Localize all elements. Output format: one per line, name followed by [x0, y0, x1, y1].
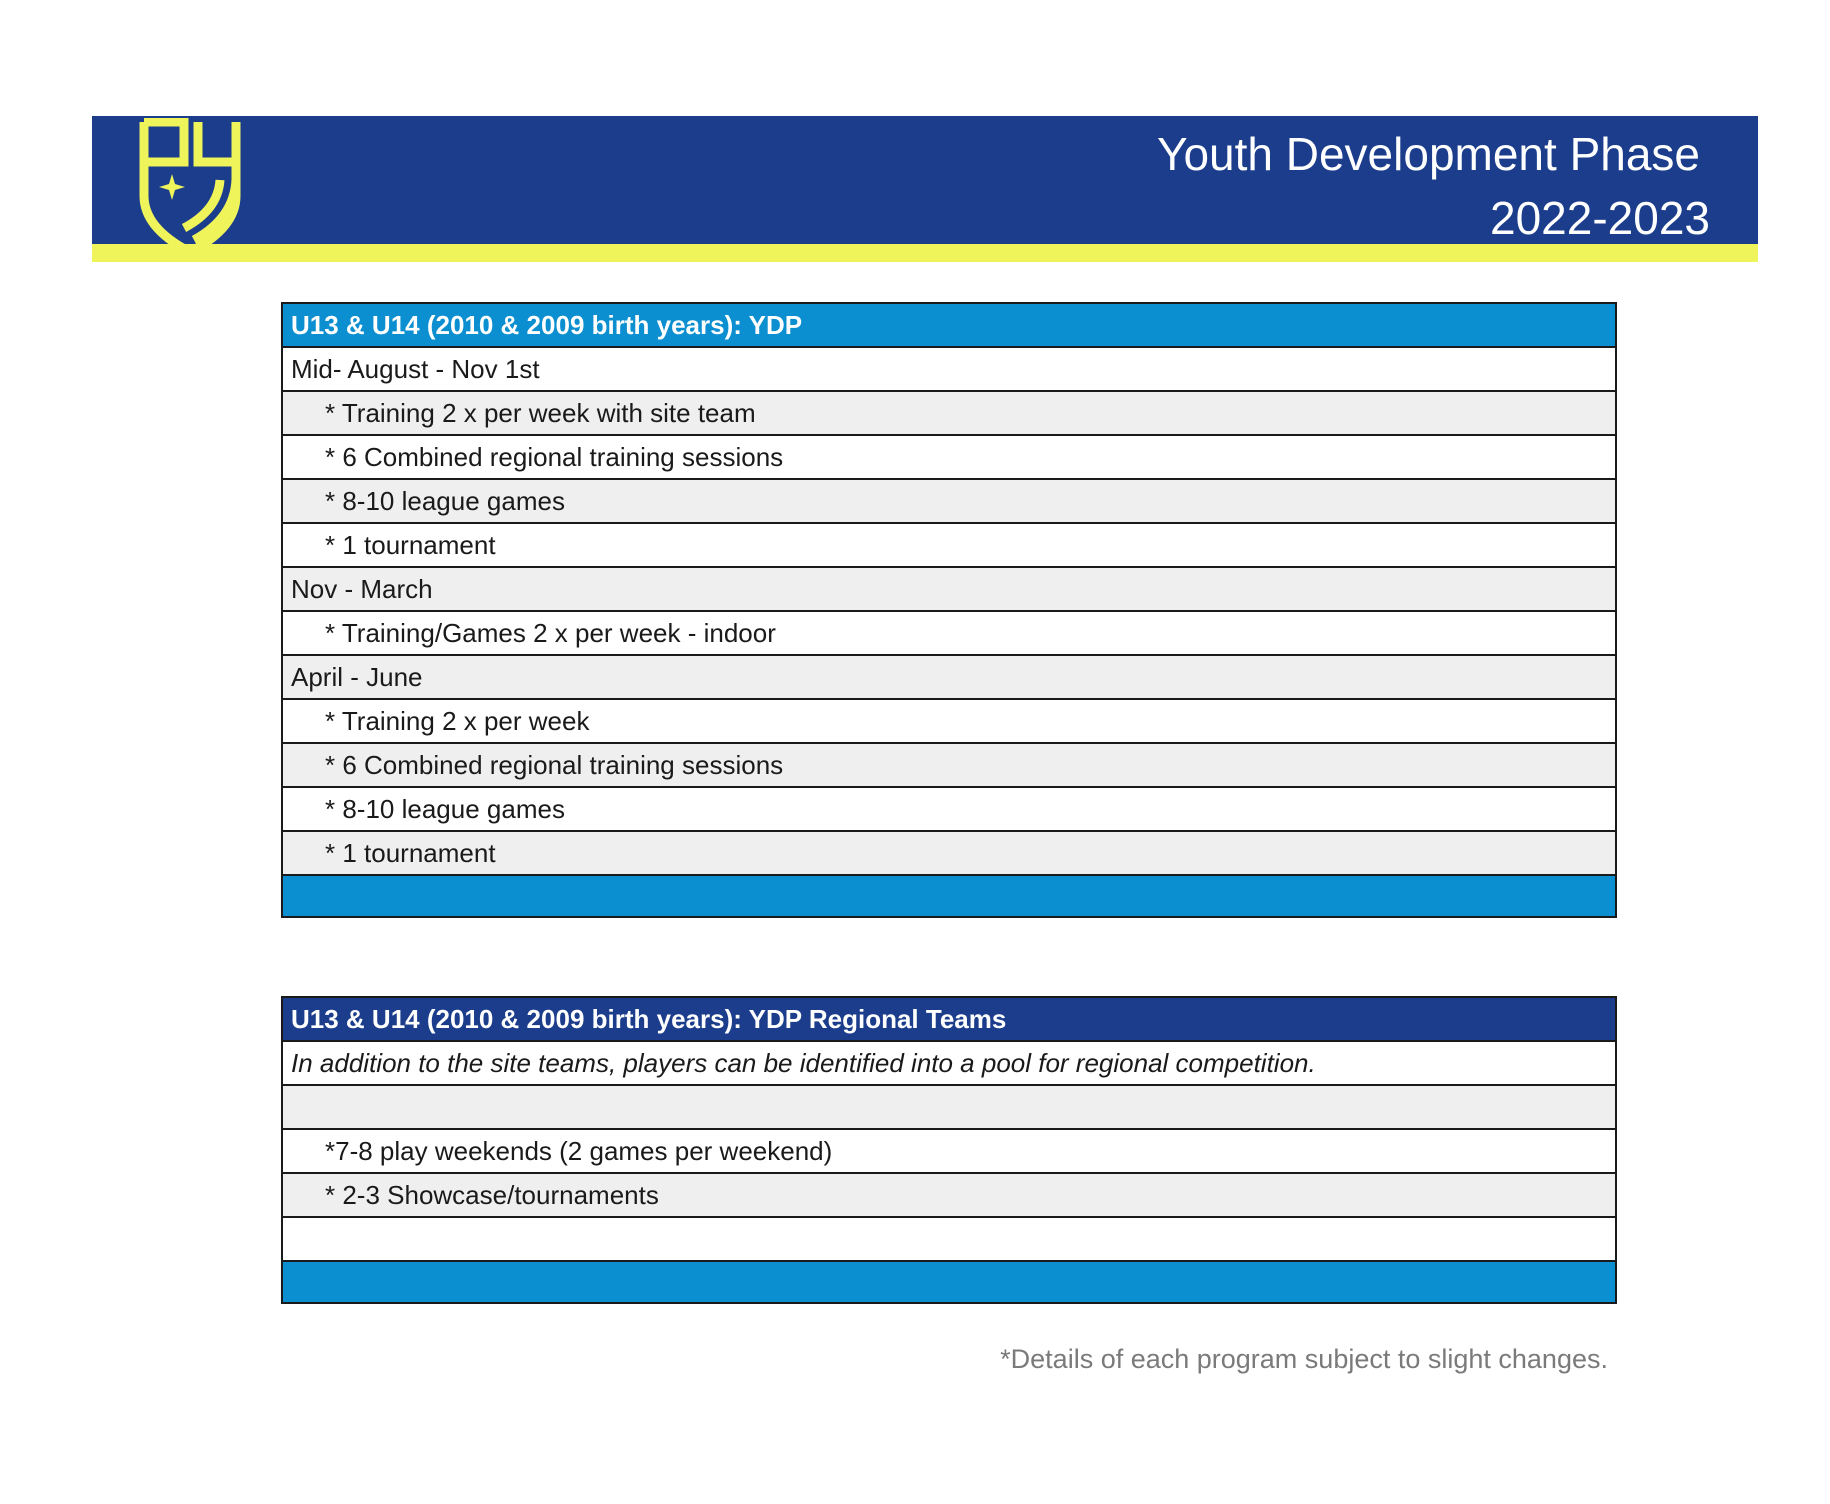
ph-crest-logo-icon: [138, 118, 242, 258]
table-row: [282, 611, 1616, 655]
ydp-row-text: Nov - March: [282, 567, 1616, 611]
ydp-row-text: * Training 2 x per week with site team: [282, 391, 1616, 435]
ydp-table-title: U13 & U14 (2010 & 2009 birth years): YDP: [282, 303, 1616, 347]
table-footer-band: [282, 875, 1616, 917]
table-row: [282, 831, 1616, 875]
ydp-row-text: April - June: [282, 655, 1616, 699]
table-row: [282, 699, 1616, 743]
page-title-line2: 2022-2023: [1490, 192, 1710, 244]
ydp-row-text: * 1 tournament: [282, 831, 1616, 875]
table-row: [282, 1173, 1616, 1217]
table-row: [282, 787, 1616, 831]
regional-row-text: *7-8 play weekends (2 games per weekend): [282, 1129, 1616, 1173]
table-footer-cell: [282, 1261, 1616, 1303]
table-row: [282, 435, 1616, 479]
ydp-row-text: * 6 Combined regional training sessions: [282, 743, 1616, 787]
table-footer-band: [282, 1261, 1616, 1303]
table-row: [282, 523, 1616, 567]
ydp-row-text: * 6 Combined regional training sessions: [282, 435, 1616, 479]
regional-row-text: [282, 1217, 1616, 1261]
ydp-row-text: * Training/Games 2 x per week - indoor: [282, 611, 1616, 655]
ydp-row-text: * 8-10 league games: [282, 479, 1616, 523]
ydp-row-text: * 8-10 league games: [282, 787, 1616, 831]
disclaimer-note: *Details of each program subject to slight changes.: [1000, 1344, 1608, 1374]
regional-table-title: U13 & U14 (2010 & 2009 birth years): YDP Regional Teams: [282, 997, 1616, 1041]
ydp-regional-table: [281, 996, 1617, 1304]
ydp-row-text: * Training 2 x per week: [282, 699, 1616, 743]
ydp-schedule-table: [281, 302, 1617, 918]
regional-intro: In addition to the site teams, players can be identified into a pool for regional competition.: [282, 1041, 1616, 1085]
table-row: [282, 1085, 1616, 1129]
table-row: [282, 655, 1616, 699]
table-row: [282, 1129, 1616, 1173]
page-title: [1157, 122, 1710, 250]
table-row: [282, 743, 1616, 787]
table-footer-cell: [282, 875, 1616, 917]
table-row: [282, 479, 1616, 523]
regional-row-text: * 2-3 Showcase/tournaments: [282, 1173, 1616, 1217]
table-row: [282, 1217, 1616, 1261]
table-row: [282, 347, 1616, 391]
regional-row-text: [282, 1085, 1616, 1129]
table-row: [282, 567, 1616, 611]
table-row: [282, 391, 1616, 435]
page-title-line1: Youth Development Phase: [1156, 128, 1700, 180]
ydp-row-text: * 1 tournament: [282, 523, 1616, 567]
ydp-row-text: Mid- August - Nov 1st: [282, 347, 1616, 391]
